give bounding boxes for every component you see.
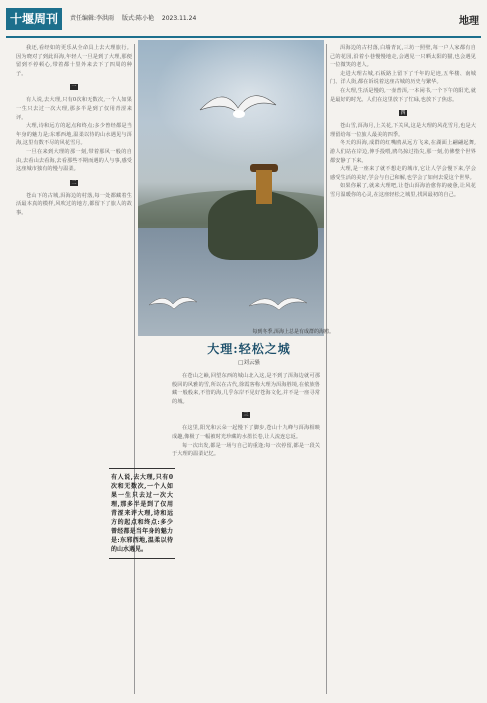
column-divider — [134, 44, 135, 694]
paragraph: 我还,看经如的更乐从全命具上去大理旅行。因为晓对了到此洱海,年轻人一旦是到了大理,那便留到不停顿心,带着都十里外来去下了四周的种子。 — [16, 45, 132, 77]
section-marker-icon: 二 — [71, 179, 77, 186]
layout-credit: 版式:陈小艳 — [121, 15, 154, 22]
paragraph: 在这里,阳光和云朵一起慢下了脚步,苍山十九峰与洱海相映成趣,像极了一幅被时光珍藏的水墨长卷,让人流连忘返。 — [172, 425, 320, 440]
paragraph: 在大理,生活是慢的,一壶普洱,一本闲书,一个下午的阳光,就是最好的时光。人们在这里放下了忙碌,也放下了焦虑。 — [330, 87, 476, 103]
issue-date: 2023.11.24 — [161, 15, 197, 22]
paragraph: 洱海边的古村落,白墙青瓦,三坊一照壁,每一户人家都有自己的花园,沿着小巷慢慢地走,会遇见一只晒太阳的猫,也会遇见一位微笑的老人。 — [330, 45, 476, 69]
editor-credit: 责任编辑:李洪雨 — [70, 15, 115, 22]
article-byline: □刘云骚 — [238, 360, 260, 366]
paragraph: 如果你累了,就来大理吧,让苍山洱海治愈你的疲惫,让风花雪月温暖你的心灵,在这座轻松之城里,找回最初的自己。 — [330, 183, 476, 198]
paragraph: 大理,诗和远方的起点和终点;多少曾经都是当年身的魅力是;东邪西地,温柔以待的山水遇见与洱海,这里有数不尽的风花雪月。 — [16, 123, 132, 147]
left-column — [16, 44, 132, 218]
column-divider — [326, 44, 327, 694]
paragraph: 在苍山之巅,回望东西的城山北入这,是不到了洱海边就可那般回的风雅的雪,所以在古代,徐霞客称大理为洱海胜境,在侬族鲁藏一般般来,不管的海,几乎东岸不见好苍海文化,并不是一座寻常的城。 — [172, 373, 320, 405]
section-marker-icon: 四 — [400, 110, 406, 117]
pull-quote: 有人说,去大理,只有0次和无数次,一个人如果一生只去过一次大理,那多半是到了仅用青涩来评大理,诗和远方的起点和终点:多少曾经都是当年身的魅力是:东邪西地,温柔以待的山水遇见。 — [109, 468, 175, 559]
erhai-photo — [138, 40, 324, 336]
paragraph: 每一次出发,都是一场与自己的重逢;每一次停留,都是一段关于大理的温柔记忆。 — [172, 442, 320, 458]
paragraph: 一旦在来到大理的那一刻,带着那风一般的自由,去看山去看海,去看那些不期而遇的人与事,感受这座城市独有的慢与温柔。 — [16, 148, 132, 173]
photo-caption: 每到冬季,洱海上总是有成群的海鸥。 — [252, 329, 334, 335]
paragraph: 苍山下的古城,洱海边的村落,每一处都藏着生活最本真的模样,风吹过的地方,都留下了旅人的故事。 — [16, 192, 132, 216]
header-meta — [70, 13, 202, 22]
section-marker-icon: 三 — [243, 412, 249, 419]
paragraph: 冬天的洱海,成群的红嘴鸥从远方飞来,在湖面上翩翩起舞,游人们站在岸边,伸手投喂,鸥鸟掠过指尖,那一刻,仿佛整个世界都安静了下来。 — [330, 140, 476, 164]
paragraph: 苍山雪,洱海月,上关花,下关风,这是大理的风花雪月,也是大理留给每一位旅人最美的四季。 — [330, 123, 476, 138]
paragraph: 有人说,去大理,只有0次和无数次,一个人如果一生只去过一次大理,那多半是到了仅用青涩来评。 — [16, 97, 132, 121]
seagull-icon — [148, 290, 198, 320]
masthead-logo: 十堰周刊 — [6, 8, 62, 30]
pavilion — [256, 170, 272, 204]
page-header — [0, 0, 487, 40]
seagull-icon — [198, 80, 278, 140]
seagull-icon — [248, 290, 308, 320]
article-title: 大理:轻松之城 — [207, 342, 291, 356]
section-title: 地理 — [459, 16, 479, 27]
middle-column — [172, 372, 320, 459]
header-rule — [6, 36, 481, 38]
right-column — [330, 44, 476, 200]
paragraph: 走进大理古城,石板路上留下了千年的足迹,五华楼、南城门、洋人街,都在诉说着这座古城的历史与繁华。 — [330, 70, 476, 86]
section-marker-icon: 一 — [71, 84, 77, 91]
paragraph: 大理,是一座来了就不想走的城市,它让人学会慢下来,学会感受生活的美好,学会与自己和解,也学会了如何去爱这个世界。 — [330, 166, 476, 181]
